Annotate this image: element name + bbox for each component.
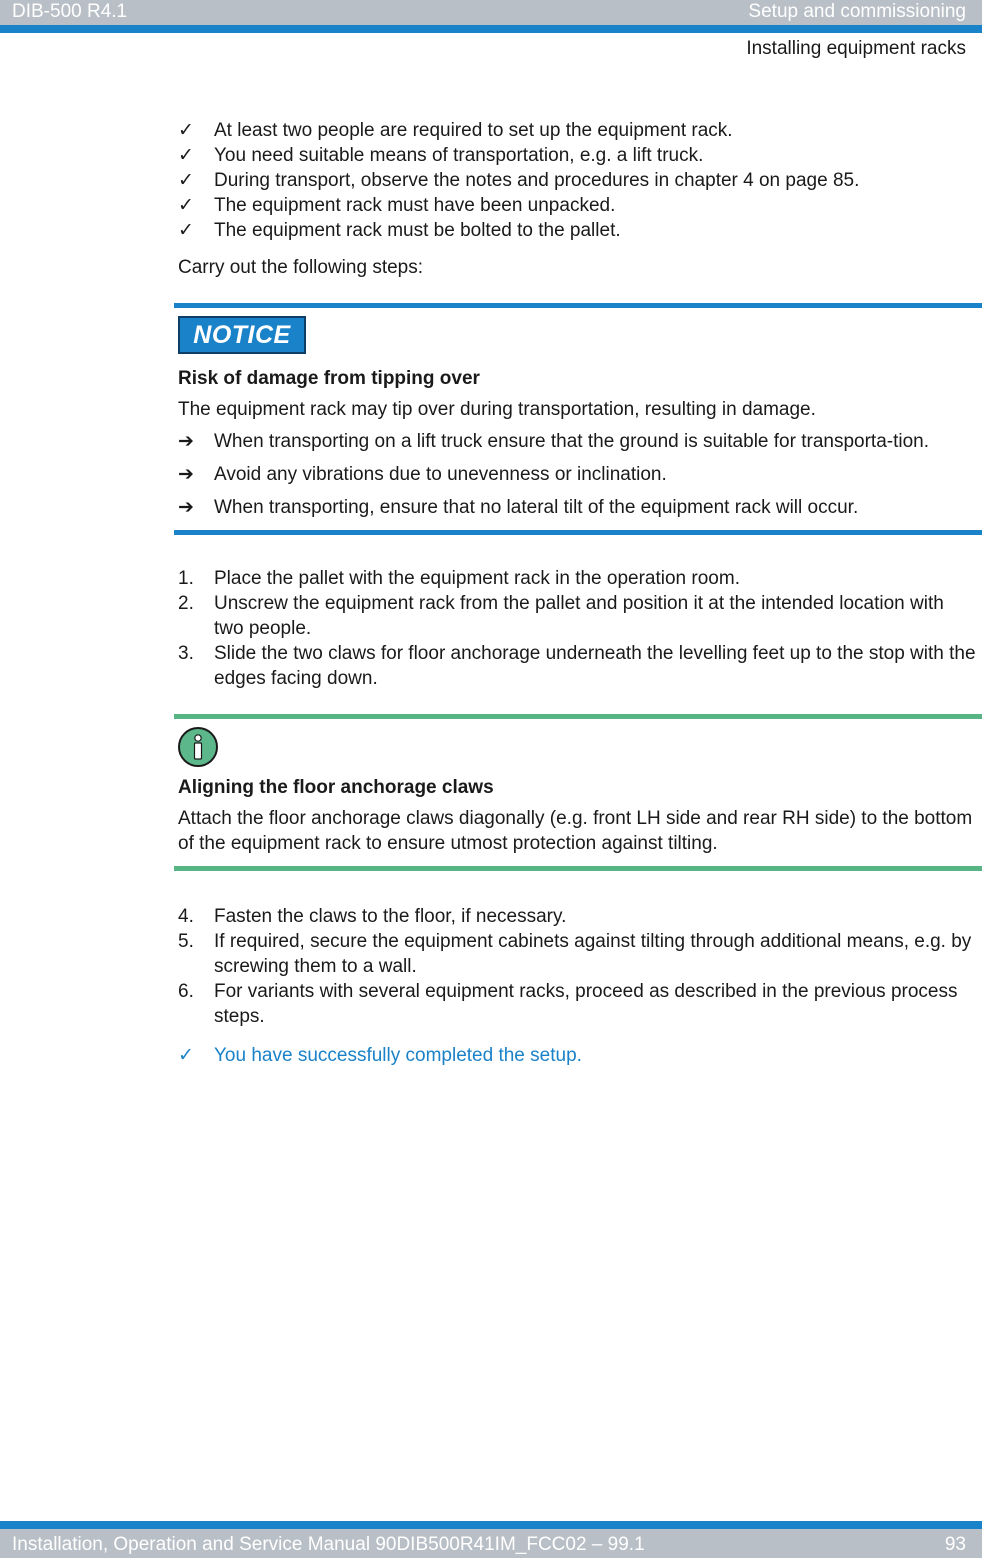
step-text: Slide the two claws for floor anchorage underneath the levelling feet up to the stop with the edges facing down. [214, 643, 976, 689]
header-chapter: Setup and commissioning [748, 1, 966, 22]
info-box [174, 714, 982, 871]
step-text: If required, secure the equipment cabinets against tilting through additional means, e.g. by screwing them to a wall. [214, 931, 972, 977]
step-item [178, 591, 978, 641]
step-number: 5. [178, 931, 194, 952]
info-text: Attach the floor anchorage claws diagonally (e.g. front LH side and rear RH side) to the bottom of the equipment rack to ensure utmost protection against tilting. [178, 808, 973, 854]
footer-rule [0, 1521, 982, 1529]
notice-action-text: Avoid any vibrations due to unevenness or inclination. [214, 464, 667, 485]
step-item [178, 929, 978, 979]
step-item [178, 566, 978, 591]
notice-action [178, 462, 982, 487]
checkmark-icon: ✓ [178, 145, 194, 166]
step-item [178, 641, 978, 691]
prerequisite-list [178, 118, 978, 243]
step-text: Place the pallet with the equipment rack in the operation room. [214, 568, 740, 589]
arrow-right-icon: ➔ [178, 431, 194, 452]
prerequisite-text: At least two people are required to set up the equipment rack. [214, 120, 733, 141]
arrow-right-icon: ➔ [178, 464, 194, 485]
step-text: Unscrew the equipment rack from the pallet and position it at the intended location with two people. [214, 593, 944, 639]
checkmark-icon: ✓ [178, 220, 194, 241]
intro-text: Carry out the following steps: [178, 257, 424, 278]
step-number: 1. [178, 568, 194, 589]
prerequisite-text: During transport, observe the notes and procedures in chapter 4 on page 85. [214, 170, 860, 191]
header-rule [0, 25, 982, 33]
prerequisite-text: The equipment rack must have been unpacked. [214, 195, 616, 216]
checkmark-icon: ✓ [178, 170, 194, 191]
info-icon [178, 727, 218, 767]
step-list [178, 904, 978, 1029]
page-number: 93 [944, 1534, 966, 1555]
prerequisite-text: The equipment rack must be bolted to the pallet. [214, 220, 621, 241]
step-number: 3. [178, 643, 194, 664]
notice-action [178, 495, 982, 520]
result-item [178, 1043, 978, 1068]
step-text: For variants with several equipment racks, proceed as described in the previous process steps. [214, 981, 958, 1027]
checkmark-icon: ✓ [178, 195, 194, 216]
prerequisite-item [178, 218, 978, 243]
info-title: Aligning the floor anchorage claws [178, 777, 494, 798]
notice-badge: NOTICE [178, 316, 306, 354]
header-section: Installing equipment racks [746, 38, 966, 59]
notice-title: Risk of damage from tipping over [178, 368, 480, 389]
notice-text: The equipment rack may tip over during transportation, resulting in damage. [178, 399, 816, 420]
notice-box [174, 303, 982, 535]
page-content [178, 118, 978, 1068]
arrow-right-icon: ➔ [178, 497, 194, 518]
footer-manual-id: Installation, Operation and Service Manual 90DIB500R41IM_FCC02 – 99.1 [12, 1534, 645, 1555]
result-text: You have successfully completed the setup. [214, 1045, 582, 1066]
step-number: 2. [178, 593, 194, 614]
prerequisite-text: You need suitable means of transportation, e.g. a lift truck. [214, 145, 704, 166]
step-item [178, 979, 978, 1029]
step-list [178, 566, 978, 691]
prerequisite-item [178, 168, 978, 193]
header-doc-id: DIB-500 R4.1 [12, 1, 128, 22]
checkmark-icon: ✓ [178, 1045, 194, 1066]
step-number: 6. [178, 981, 194, 1002]
step-text: Fasten the claws to the floor, if necessary. [214, 906, 567, 927]
step-item [178, 904, 978, 929]
step-number: 4. [178, 906, 194, 927]
notice-action-text: When transporting on a lift truck ensure that the ground is suitable for transporta-tion. [214, 431, 929, 452]
prerequisite-item [178, 118, 978, 143]
checkmark-icon: ✓ [178, 120, 194, 141]
prerequisite-item [178, 143, 978, 168]
notice-action-text: When transporting, ensure that no lateral tilt of the equipment rack will occur. [214, 497, 859, 518]
prerequisite-item [178, 193, 978, 218]
notice-action [178, 429, 982, 454]
